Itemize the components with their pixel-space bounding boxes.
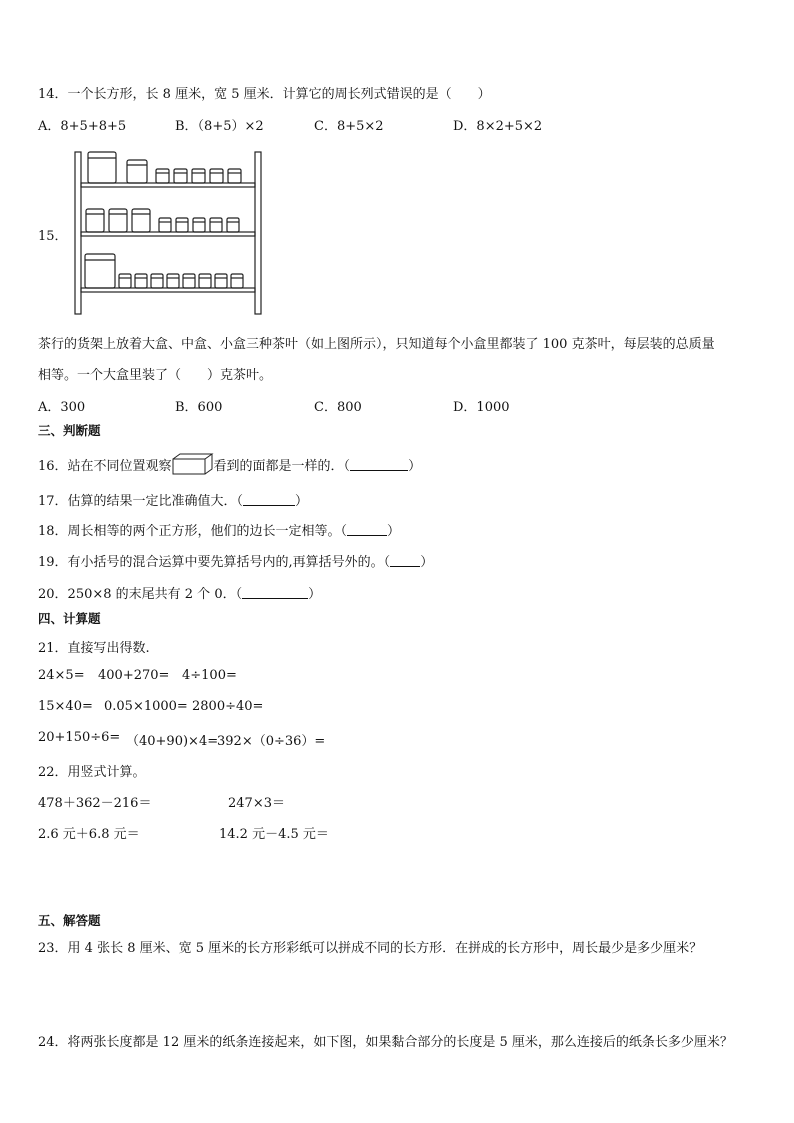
small-box — [215, 274, 227, 288]
q24-text: 24．将两张长度都是 12 厘米的纸条连接起来，如下图，如果黏合部分的长度是 5 厘米，那么连接后的纸条长多少厘米？ — [38, 1035, 733, 1050]
small-box — [174, 169, 187, 183]
small-box — [135, 274, 147, 288]
q16-line: 16．站在不同位置观察 看到的面都是一样的．（ ） — [38, 453, 421, 475]
q22-item: 478＋362－216＝ — [38, 796, 152, 811]
small-box — [159, 218, 171, 232]
big-box — [85, 254, 115, 288]
small-box — [210, 218, 222, 232]
cuboid-figure — [172, 453, 214, 475]
q21-item: 2800÷40= — [192, 699, 264, 714]
q18-text: 18．周长相等的两个正方形，他们的边长一定相等。（ — [38, 524, 348, 539]
q14-option-c: C．8+5×2 — [314, 119, 384, 134]
medium-box — [86, 209, 104, 232]
medium-box — [109, 209, 127, 232]
q21-item: 400+270= — [98, 668, 170, 683]
small-box — [151, 274, 163, 288]
q17-line: 17．估算的结果一定比准确值大．（ ） — [38, 494, 309, 509]
small-box — [227, 218, 239, 232]
shelf-board-top — [81, 183, 255, 187]
q18-line: 18．周长相等的两个正方形，他们的边长一定相等。（ ） — [38, 524, 401, 539]
q15-option-d: D．1000 — [453, 400, 510, 415]
section-title-calculation: 四、计算题 — [38, 611, 101, 626]
q21-item: （40+90)×4= — [126, 734, 219, 749]
small-box — [119, 274, 131, 288]
small-box — [176, 218, 188, 232]
small-box — [210, 169, 223, 183]
q22-stem: 22．用竖式计算。 — [38, 765, 146, 780]
medium-box — [132, 209, 150, 232]
q14-option-a: A．8+5+8+5 — [38, 119, 127, 134]
q15-option-b: B．600 — [175, 400, 223, 415]
q19-answer-blank[interactable] — [390, 554, 420, 567]
q16-answer-blank[interactable] — [350, 458, 408, 471]
q21-item: 15×40= — [38, 699, 93, 714]
q18-answer-blank[interactable] — [347, 523, 387, 536]
small-box — [156, 169, 169, 183]
q15-option-a: A．300 — [38, 400, 86, 415]
q22-item: 2.6 元＋6.8 元＝ — [38, 827, 140, 842]
small-box — [228, 169, 241, 183]
q15-text-line2: 相等。一个大盒里装了（ ）克茶叶。 — [38, 368, 273, 383]
q21-item: 392×（0÷36）= — [217, 734, 326, 749]
q20-text: 20．250×8 的末尾共有 2 个 0．（ — [38, 587, 243, 602]
q20-answer-blank[interactable] — [242, 586, 308, 599]
q19-text: 19．有小括号的混合运算中要先算括号内的,再算括号外的。（ — [38, 555, 391, 570]
q21-stem: 21．直接写出得数. — [38, 641, 150, 656]
q16-text-after: 看到的面都是一样的．（ — [213, 459, 351, 474]
small-box — [192, 169, 205, 183]
q14-option-d: D．8×2+5×2 — [453, 119, 543, 134]
tea-shelf-figure — [72, 146, 266, 316]
q14-stem: 14．一个长方形，长 8 厘米，宽 5 厘米．计算它的周长列式错误的是（ ） — [38, 87, 491, 102]
q22-item: 247×3＝ — [228, 796, 285, 811]
q15-text-line1: 茶行的货架上放着大盒、中盒、小盒三种茶叶（如上图所示），只知道每个小盒里都装了 100 克茶叶，每层装的总质量 — [38, 337, 715, 352]
q21-item: 20+150÷6= — [38, 730, 121, 745]
q21-item: 24×5= — [38, 668, 85, 683]
shelf-post-left — [75, 152, 81, 314]
q14-option-b: B．（8+5）×2 — [175, 119, 264, 134]
q23-text: 23．用 4 张长 8 厘米、宽 5 厘米的长方形彩纸可以拼成不同的长方形．在拼成的长方形中，周长最少是多少厘米？ — [38, 941, 703, 956]
shelf-post-right — [255, 152, 261, 314]
small-box — [199, 274, 211, 288]
section-title-judgment: 三、判断题 — [38, 423, 101, 438]
q22-item: 14.2 元－4.5 元＝ — [219, 827, 329, 842]
small-box — [183, 274, 195, 288]
q15-option-c: C．800 — [314, 400, 362, 415]
q17-answer-blank[interactable] — [243, 493, 295, 506]
big-box — [88, 152, 116, 183]
shelf-board-middle — [81, 232, 255, 236]
q15-number: 15． — [38, 229, 68, 244]
q21-item: 4÷100= — [182, 668, 237, 683]
section-title-solve: 五、解答题 — [38, 913, 101, 928]
q16-text-before: 16．站在不同位置观察 — [38, 459, 172, 474]
q17-text: 17．估算的结果一定比准确值大．（ — [38, 494, 244, 509]
q20-line: 20．250×8 的末尾共有 2 个 0．（ ） — [38, 587, 322, 602]
small-box — [231, 274, 243, 288]
medium-box — [127, 160, 147, 183]
q19-line: 19．有小括号的混合运算中要先算括号内的,再算括号外的。（ ） — [38, 555, 434, 570]
small-box — [193, 218, 205, 232]
small-box — [167, 274, 179, 288]
q21-item: 0.05×1000= — [104, 699, 188, 714]
